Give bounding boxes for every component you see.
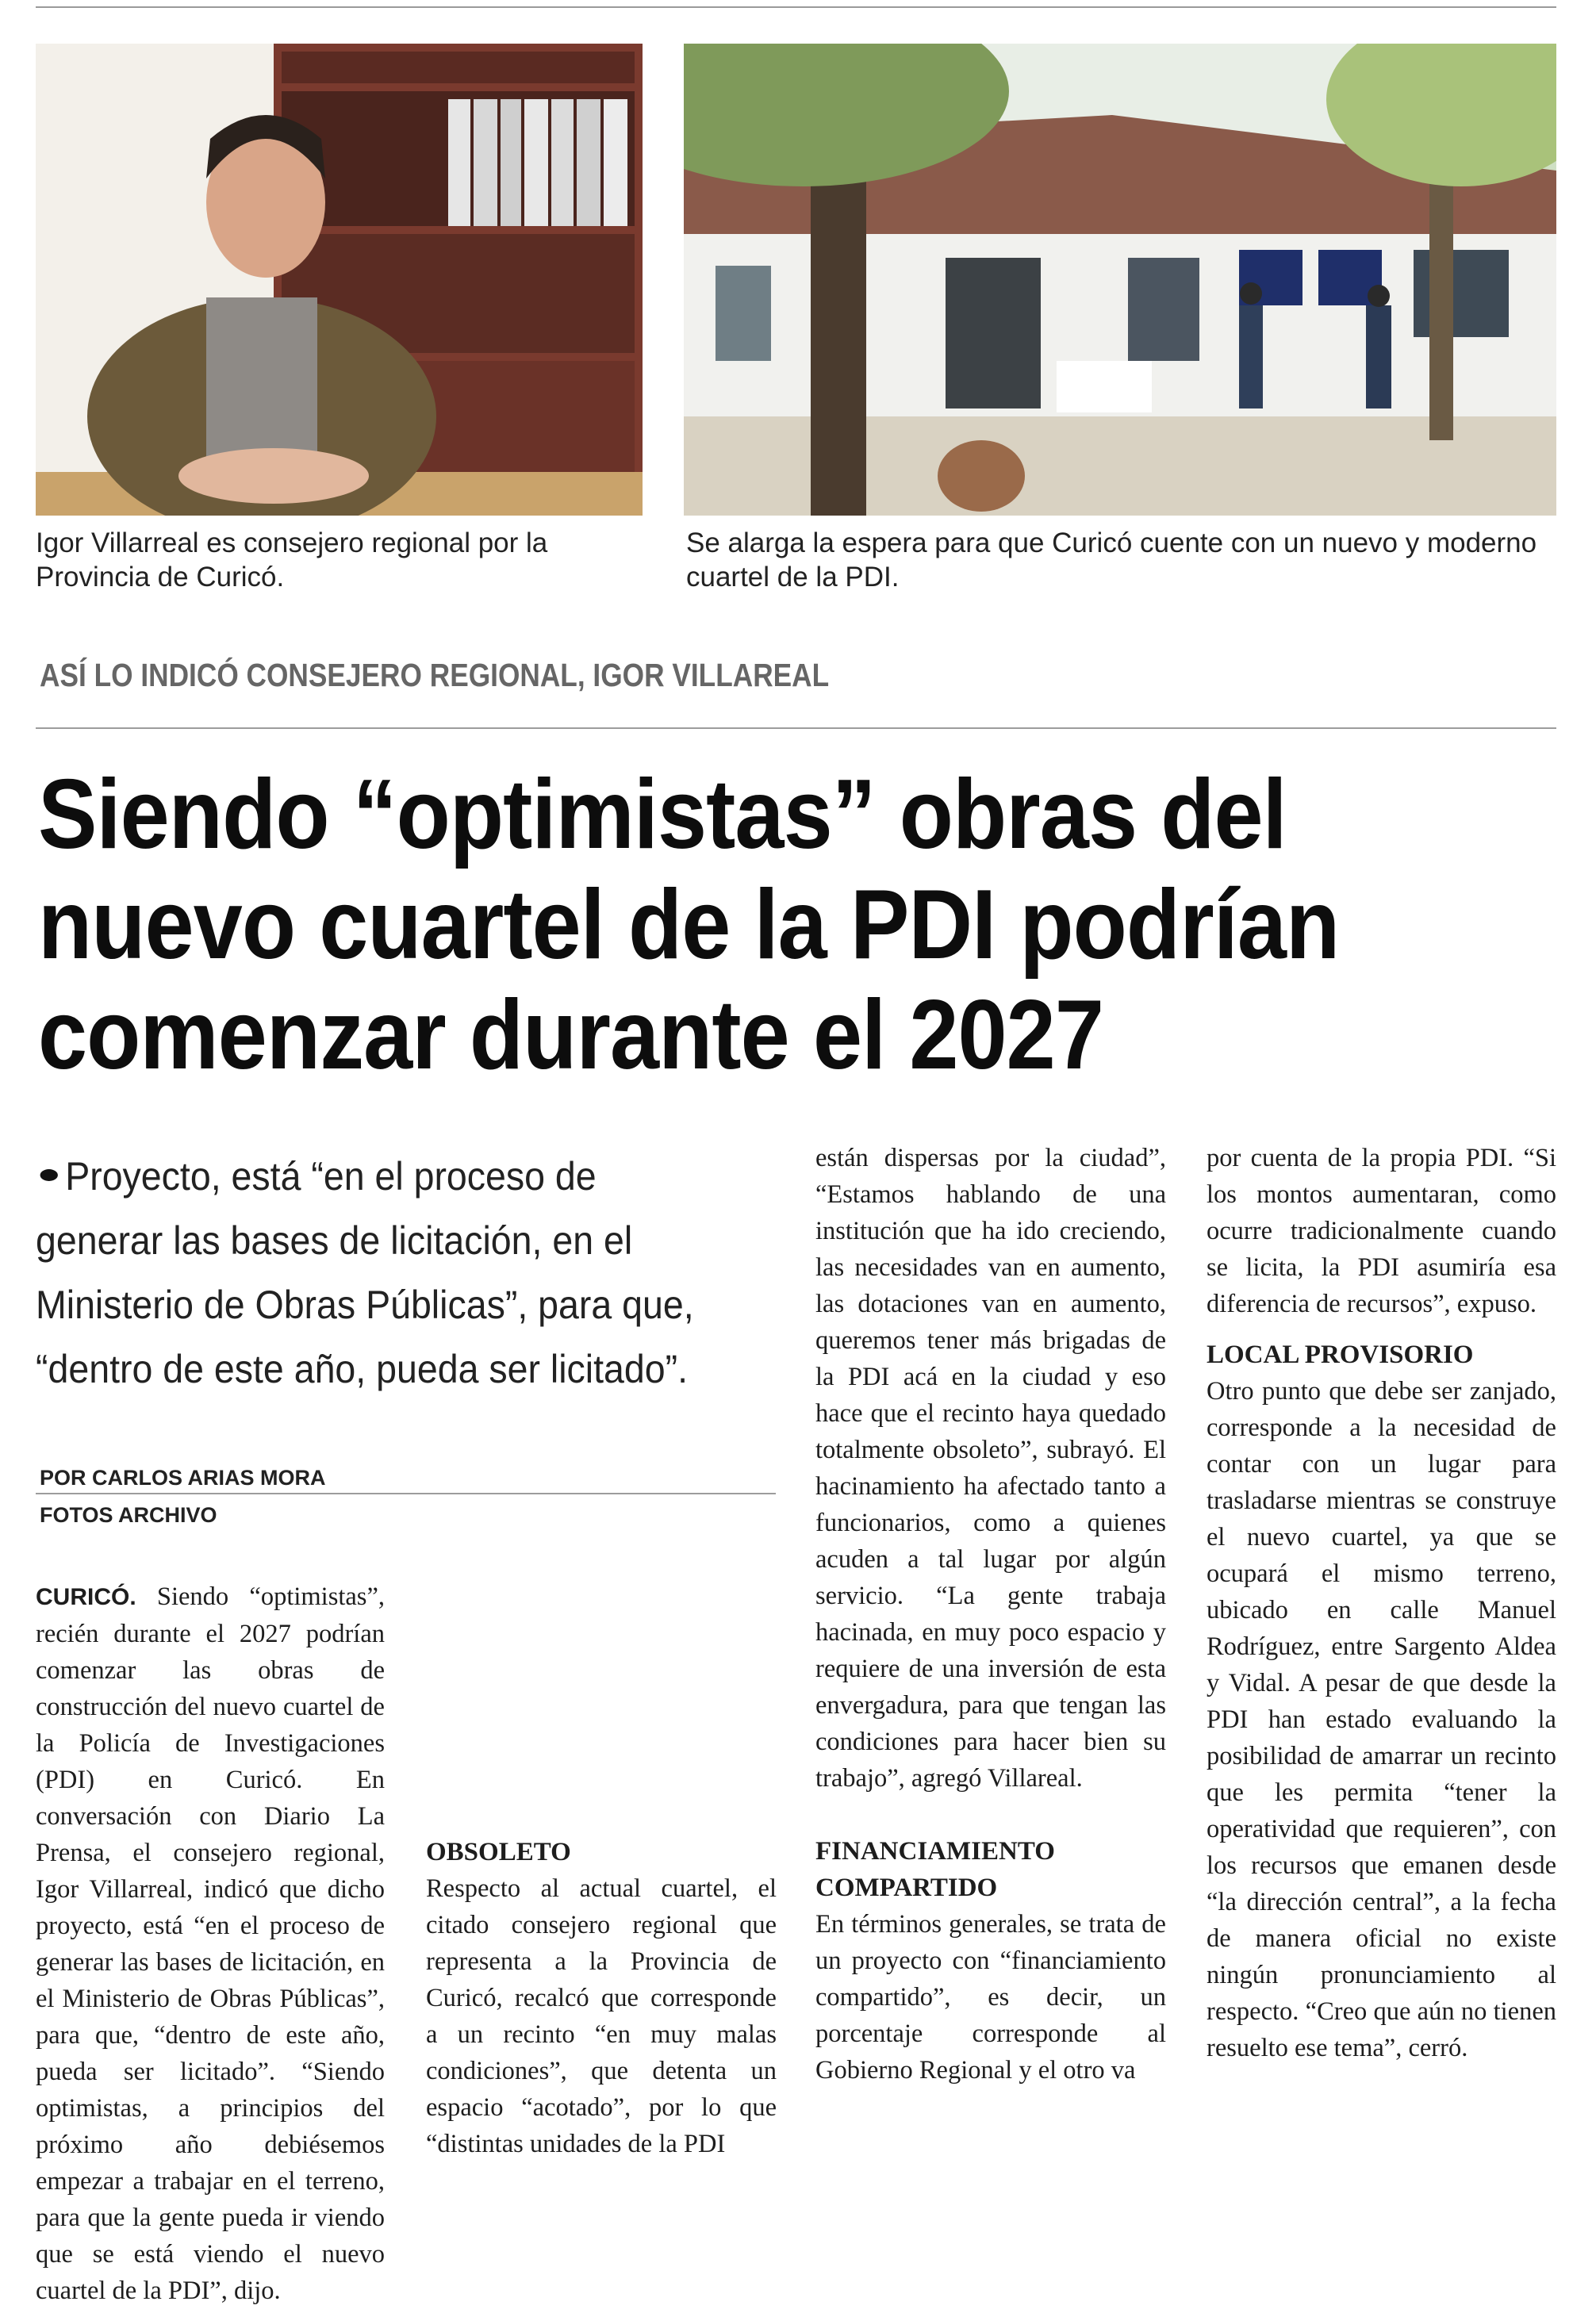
body-column-3 — [815, 1140, 1166, 2088]
subheading: OBSOLETO — [426, 1838, 571, 1866]
dateline: CURICÓ. — [36, 1584, 136, 1610]
body-column-4 — [1207, 1140, 1556, 2066]
subheading: LOCAL PROVISORIO — [1207, 1341, 1474, 1369]
body-paragraph: Respecto al actual cuartel, el citado consejero regional que representa a la Provincia de Curicó, recalcó que corresponde a un recinto “en muy malas condiciones”, que detenta un espacio “acotado”, por lo que “distintas unidades de la PDI — [426, 1874, 777, 2158]
byline-author: POR CARLOS ARIAS MORA — [40, 1466, 326, 1490]
body-paragraph: En términos generales, se trata de un proyecto con “financiamiento compartido”, es decir, un porcentaje corresponde al Gobierno Regional y el otro va — [815, 1910, 1166, 2085]
divider — [36, 727, 1556, 729]
kicker: ASÍ LO INDICÓ CONSEJERO REGIONAL, IGOR VILLAREAL — [40, 657, 830, 693]
photo-caption: Igor Villarreal es consejero regional por la Provincia de Curicó. — [36, 527, 548, 593]
body-paragraph: Otro punto que debe ser zanjado, corresponde a la necesidad de contar con un lugar para trasladarse mientras se construye el nuevo cuartel, ya que se ocupará el mismo terreno, ubicado en calle Manuel Rodríguez, entre Sargento Aldea y Vidal. A pesar de que desde la PDI han estado evaluando la posibilidad de amarrar un recinto que les permita “tener la operatividad que requieren”, con los recursos que emanen desde “la dirección central”, a la fecha de manera oficial no existe ningún pronunciamiento al respecto. “Creo que aún no tienen resuelto ese tema”, cerró. — [1207, 1377, 1556, 2062]
photo-caption: Se alarga la espera para que Curicó cuente con un nuevo y moderno cuartel de la PDI. — [686, 527, 1537, 593]
bullet-icon — [40, 1169, 58, 1181]
photo-cuartel-pdi — [684, 44, 1556, 516]
body-column-1 — [36, 1578, 385, 2309]
byline-photos: FOTOS ARCHIVO — [40, 1503, 217, 1527]
lead — [36, 1145, 733, 1402]
body-paragraph: CURICÓ. Siendo “optimistas”, recién durante el 2027 podrían comenzar las obras de construcción del nuevo cuartel de la Policía de Investigaciones (PDI) en Curicó. En conversación con Diario La Prensa, el consejero regional, Igor Villarreal, indicó que dicho proyecto, está “en el proceso de generar las bases de licitación, en el Ministerio de Obras Públicas”, para que, “dentro de este año, pueda ser licitado”. “Siendo optimistas, a principios del próximo año debiésemos empezar a trabajar en el terreno, para que la gente pueda ir viendo que se está viendo el nuevo cuartel de la PDI”, dijo. — [36, 1582, 386, 2305]
headline: Siendo “optimistas” obras del nuevo cuartel de la PDI podrían comenzar durante el 2027 — [38, 760, 1340, 1090]
photo-consejero — [36, 44, 643, 516]
divider — [36, 1493, 776, 1494]
body-column-2 — [426, 1578, 777, 2162]
body-paragraph: por cuenta de la propia PDI. “Si los montos aumentaran, como ocurre tradicionalmente cuando se licita, la PDI asumiría esa diferencia de recursos”, expuso. — [1207, 1144, 1556, 1318]
subheading: FINANCIAMIENTO COMPARTIDO — [815, 1837, 1055, 1902]
top-rule — [36, 6, 1556, 8]
column-spacer — [426, 1578, 777, 1834]
lead-text: Proyecto, está “en el proceso de generar las bases de licitación, en el Ministerio de Obras Públicas”, para que, “dentro de este año, pueda ser licitado”. — [36, 1154, 694, 1391]
body-paragraph: están dispersas por la ciudad”, “Estamos hablando de una institución que ha ido creciendo, las necesidades van en aumento, las dotaciones van en aumento, queremos tener más brigadas de la PDI acá en la ciudad y eso hace que el recinto haya quedado totalmente obsoleto”, subrayó. El hacinamiento ha afectado tanto a funcionarios, como a quienes acuden a tal lugar por algún servicio. “La gente trabaja hacinada, en muy poco espacio y requiere de una inversión de esta envergadura, para que tengan las condiciones para hacer bien su trabajo”, agregó Villareal. — [815, 1144, 1166, 1793]
